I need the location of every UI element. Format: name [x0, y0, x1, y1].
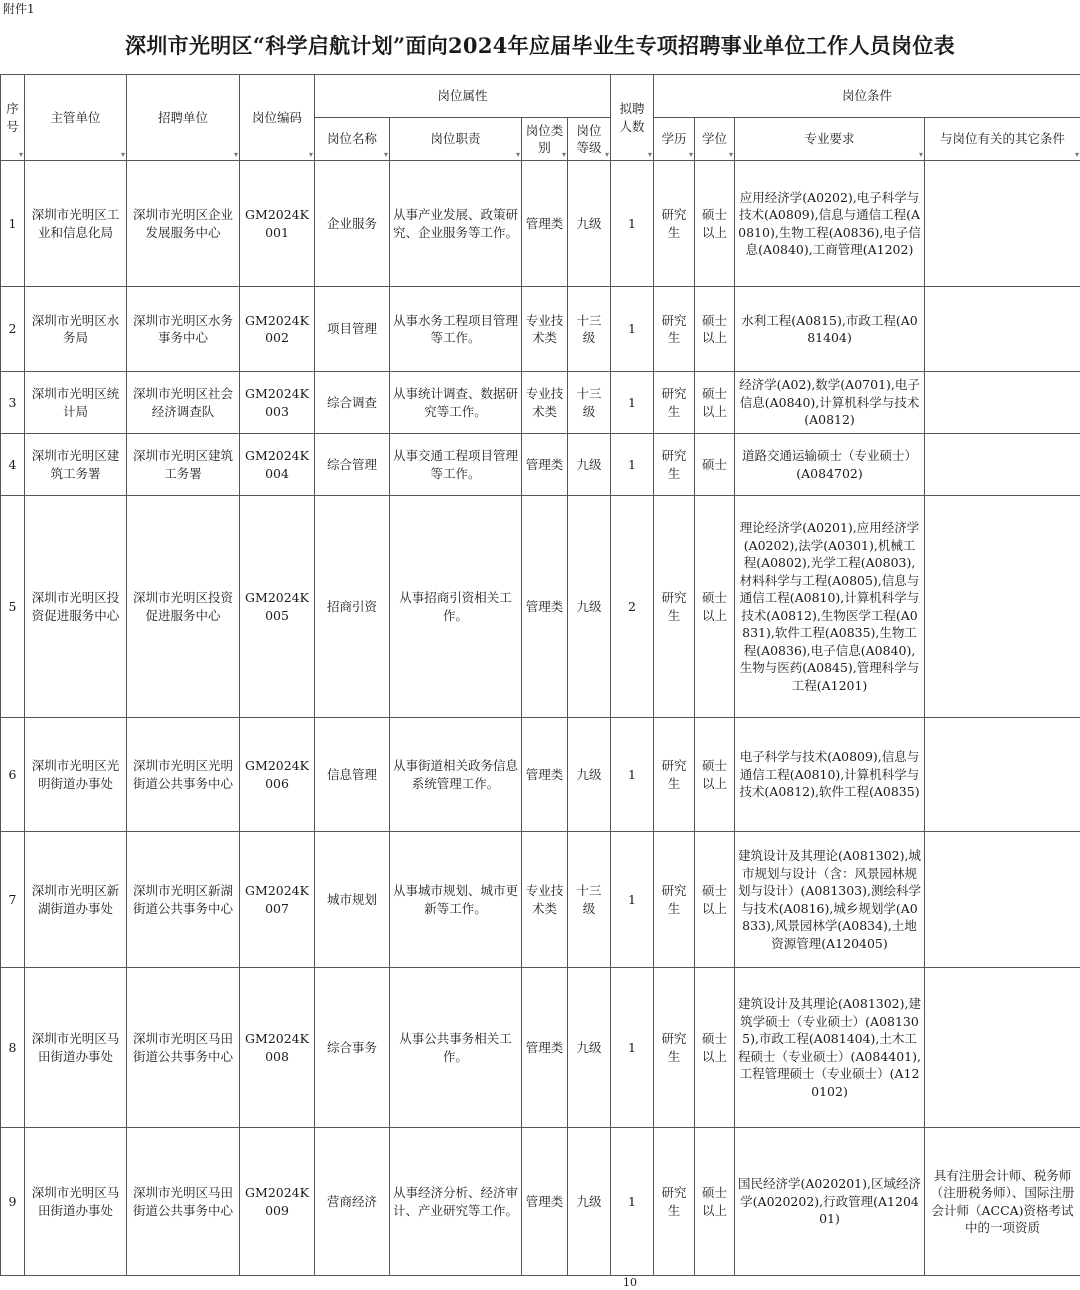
- cell-category: 管理类: [522, 161, 568, 287]
- cell-dept: 深圳市光明区统计局: [25, 372, 127, 434]
- filter-dropdown-icon[interactable]: ▾: [689, 150, 694, 159]
- cell-education: 研究生: [654, 434, 695, 496]
- cell-degree: 硕士以上: [695, 161, 735, 287]
- cell-duty: 从事水务工程项目管理等工作。: [390, 287, 522, 372]
- cell-major: 电子科学与技术(A0809),信息与通信工程(A0810),计算机科学与技术(A0812),软件工程(A0835): [735, 718, 925, 832]
- cell-degree: 硕士以上: [695, 1128, 735, 1276]
- cell-grade: 九级: [568, 161, 611, 287]
- cell-pos-name: 项目管理: [315, 287, 390, 372]
- cell-education: 研究生: [654, 287, 695, 372]
- table-row: [1, 372, 1080, 434]
- header-category[interactable]: 岗位类别 ▾: [522, 118, 568, 161]
- cell-major: 建筑设计及其理论(A081302),城市规划与设计（含：风景园林规划与设计）(A081303),测绘科学与技术(A0816),城乡规划学(A0833),风景园林学(A0834),土地资源管理(A120405): [735, 832, 925, 968]
- table-row: [1, 496, 1080, 718]
- cell-code: GM2024K005: [240, 496, 315, 718]
- cell-seq: 6: [1, 718, 25, 832]
- cell-major: 经济学(A02),数学(A0701),电子信息(A0840),计算机科学与技术(A0812): [735, 372, 925, 434]
- cell-grade: 十三级: [568, 287, 611, 372]
- cell-major: 水利工程(A0815),市政工程(A081404): [735, 287, 925, 372]
- cell-major: 应用经济学(A0202),电子科学与技术(A0809),信息与通信工程(A0810),生物工程(A0836),电子信息(A0840),工商管理(A1202): [735, 161, 925, 287]
- cell-code: GM2024K001: [240, 161, 315, 287]
- filter-dropdown-icon[interactable]: ▾: [561, 150, 566, 159]
- cell-seq: 4: [1, 434, 25, 496]
- cell-degree: 硕士以上: [695, 372, 735, 434]
- cell-pos-name: 综合管理: [315, 434, 390, 496]
- cell-code: GM2024K006: [240, 718, 315, 832]
- cell-quota: 1: [611, 161, 654, 287]
- cell-dept: 深圳市光明区光明街道办事处: [25, 718, 127, 832]
- header-quota[interactable]: 拟聘人数 ▾: [611, 75, 654, 161]
- cell-other: [925, 832, 1080, 968]
- cell-duty: 从事街道相关政务信息系统管理工作。: [390, 718, 522, 832]
- cell-duty: 从事产业发展、政策研究、企业服务等工作。: [390, 161, 522, 287]
- cell-code: GM2024K004: [240, 434, 315, 496]
- cell-education: 研究生: [654, 1128, 695, 1276]
- cell-quota: 1: [611, 718, 654, 832]
- cell-unit: 深圳市光明区马田街道公共事务中心: [127, 968, 240, 1128]
- filter-dropdown-icon[interactable]: ▾: [729, 150, 734, 159]
- header-grade[interactable]: 岗位等级 ▾: [568, 118, 611, 161]
- cell-dept: 深圳市光明区水务局: [25, 287, 127, 372]
- cell-dept: 深圳市光明区马田街道办事处: [25, 1128, 127, 1276]
- cell-degree: 硕士以上: [695, 718, 735, 832]
- cell-duty: 从事经济分析、经济审计、产业研究等工作。: [390, 1128, 522, 1276]
- cell-grade: 九级: [568, 1128, 611, 1276]
- appendix-label: 附件1: [3, 2, 35, 16]
- cell-grade: 九级: [568, 718, 611, 832]
- cell-pos-name: 综合调查: [315, 372, 390, 434]
- cell-seq: 9: [1, 1128, 25, 1276]
- cell-education: 研究生: [654, 718, 695, 832]
- cell-category: 专业技术类: [522, 287, 568, 372]
- cell-pos-name: 综合事务: [315, 968, 390, 1128]
- cell-unit: 深圳市光明区社会经济调查队: [127, 372, 240, 434]
- positions-table: [0, 74, 1080, 1276]
- cell-education: 研究生: [654, 161, 695, 287]
- page-title: 深圳市光明区“科学启航计划”面向2024年应届毕业生专项招聘事业单位工作人员岗位表: [125, 33, 955, 58]
- table-row: [1, 434, 1080, 496]
- cell-duty: 从事招商引资相关工作。: [390, 496, 522, 718]
- filter-dropdown-icon[interactable]: ▾: [120, 150, 125, 159]
- cell-dept: 深圳市光明区工业和信息化局: [25, 161, 127, 287]
- filter-dropdown-icon[interactable]: ▾: [605, 150, 610, 159]
- cell-major: 建筑设计及其理论(A081302),建筑学硕士（专业硕士）(A081305),市政工程(A081404),土木工程硕士（专业硕士）(A084401),工程管理硕士（专业硕士）(A120102): [735, 968, 925, 1128]
- header-major[interactable]: 专业要求 ▾: [735, 118, 925, 161]
- cell-category: 专业技术类: [522, 372, 568, 434]
- table-row: [1, 287, 1080, 372]
- cell-unit: 深圳市光明区新湖街道公共事务中心: [127, 832, 240, 968]
- cell-education: 研究生: [654, 372, 695, 434]
- cell-degree: 硕士: [695, 434, 735, 496]
- cell-quota: 1: [611, 434, 654, 496]
- cell-degree: 硕士以上: [695, 287, 735, 372]
- cell-code: GM2024K009: [240, 1128, 315, 1276]
- cell-other: [925, 968, 1080, 1128]
- filter-dropdown-icon[interactable]: ▾: [233, 150, 238, 159]
- cell-code: GM2024K007: [240, 832, 315, 968]
- cell-seq: 8: [1, 968, 25, 1128]
- cell-degree: 硕士以上: [695, 496, 735, 718]
- filter-dropdown-icon[interactable]: ▾: [383, 150, 388, 159]
- cell-pos-name: 企业服务: [315, 161, 390, 287]
- cell-quota: 1: [611, 287, 654, 372]
- filter-dropdown-icon[interactable]: ▾: [515, 150, 520, 159]
- filter-dropdown-icon[interactable]: ▾: [648, 150, 653, 159]
- cell-grade: 十三级: [568, 832, 611, 968]
- cell-seq: 3: [1, 372, 25, 434]
- cell-category: 管理类: [522, 718, 568, 832]
- cell-category: 管理类: [522, 968, 568, 1128]
- table-row: [1, 161, 1080, 287]
- filter-dropdown-icon[interactable]: ▾: [308, 150, 313, 159]
- table-row: [1, 832, 1080, 968]
- cell-duty: 从事城市规划、城市更新等工作。: [390, 832, 522, 968]
- cell-unit: 深圳市光明区光明街道公共事务中心: [127, 718, 240, 832]
- cell-other: 具有注册会计师、税务师（注册税务师）、国际注册会计师（ACCA)资格考试中的一项资质: [925, 1128, 1080, 1276]
- cell-major: 道路交通运输硕士（专业硕士）(A084702): [735, 434, 925, 496]
- cell-category: 专业技术类: [522, 832, 568, 968]
- cell-seq: 2: [1, 287, 25, 372]
- cell-dept: 深圳市光明区投资促进服务中心: [25, 496, 127, 718]
- header-other[interactable]: 与岗位有关的其它条件 ▾: [925, 118, 1080, 161]
- cell-duty: 从事公共事务相关工作。: [390, 968, 522, 1128]
- cell-unit: 深圳市光明区投资促进服务中心: [127, 496, 240, 718]
- cell-other: [925, 287, 1080, 372]
- header-unit[interactable]: 招聘单位 ▾: [127, 75, 240, 161]
- cell-quota: 2: [611, 496, 654, 718]
- cell-dept: 深圳市光明区马田街道办事处: [25, 968, 127, 1128]
- header-education[interactable]: 学历 ▾: [654, 118, 695, 161]
- cell-grade: 九级: [568, 434, 611, 496]
- header-degree[interactable]: 学位 ▾: [695, 118, 735, 161]
- cell-other: [925, 372, 1080, 434]
- filter-dropdown-icon[interactable]: ▾: [18, 150, 23, 159]
- page-number: 10: [623, 1276, 637, 1289]
- cell-unit: 深圳市光明区马田街道公共事务中心: [127, 1128, 240, 1276]
- filter-dropdown-icon[interactable]: ▾: [919, 150, 924, 159]
- cell-pos-name: 营商经济: [315, 1128, 390, 1276]
- cell-code: GM2024K008: [240, 968, 315, 1128]
- cell-pos-name: 信息管理: [315, 718, 390, 832]
- header-dept[interactable]: 主管单位 ▾: [25, 75, 127, 161]
- cell-dept: 深圳市光明区新湖街道办事处: [25, 832, 127, 968]
- header-pos-name[interactable]: 岗位名称 ▾: [315, 118, 390, 161]
- cell-seq: 1: [1, 161, 25, 287]
- cell-other: [925, 496, 1080, 718]
- cell-unit: 深圳市光明区建筑工务署: [127, 434, 240, 496]
- cell-duty: 从事交通工程项目管理等工作。: [390, 434, 522, 496]
- filter-dropdown-icon[interactable]: ▾: [1075, 150, 1080, 159]
- cell-quota: 1: [611, 832, 654, 968]
- cell-code: GM2024K002: [240, 287, 315, 372]
- cell-major: 国民经济学(A020201),区域经济学(A020202),行政管理(A120401): [735, 1128, 925, 1276]
- cell-pos-name: 城市规划: [315, 832, 390, 968]
- cell-education: 研究生: [654, 968, 695, 1128]
- cell-seq: 7: [1, 832, 25, 968]
- table-row: [1, 718, 1080, 832]
- header-duty[interactable]: 岗位职责 ▾: [390, 118, 522, 161]
- cell-grade: 十三级: [568, 372, 611, 434]
- cell-unit: 深圳市光明区企业发展服务中心: [127, 161, 240, 287]
- cell-code: GM2024K003: [240, 372, 315, 434]
- header-seq[interactable]: 序号 ▾: [1, 75, 25, 161]
- cell-category: 管理类: [522, 434, 568, 496]
- cell-other: [925, 161, 1080, 287]
- cell-category: 管理类: [522, 496, 568, 718]
- cell-major: 理论经济学(A0201),应用经济学(A0202),法学(A0301),机械工程(A0802),光学工程(A0803),材料科学与工程(A0805),信息与通信工程(A0810),计算机科学与技术(A0812),生物医学工程(A0831),软件工程(A0835),生物工程(A0836),电子信息(A0840),生物与医药(A0845),管理科学与工程(A1201): [735, 496, 925, 718]
- header-cond-group: 岗位条件: [654, 75, 1080, 118]
- cell-dept: 深圳市光明区建筑工务署: [25, 434, 127, 496]
- table-row: [1, 1128, 1080, 1276]
- cell-grade: 九级: [568, 968, 611, 1128]
- cell-other: [925, 718, 1080, 832]
- cell-quota: 1: [611, 968, 654, 1128]
- cell-pos-name: 招商引资: [315, 496, 390, 718]
- cell-other: [925, 434, 1080, 496]
- cell-category: 管理类: [522, 1128, 568, 1276]
- header-code[interactable]: 岗位编码 ▾: [240, 75, 315, 161]
- table-row: [1, 968, 1080, 1128]
- cell-education: 研究生: [654, 496, 695, 718]
- cell-degree: 硕士以上: [695, 832, 735, 968]
- cell-education: 研究生: [654, 832, 695, 968]
- cell-unit: 深圳市光明区水务事务中心: [127, 287, 240, 372]
- cell-seq: 5: [1, 496, 25, 718]
- cell-degree: 硕士以上: [695, 968, 735, 1128]
- cell-quota: 1: [611, 372, 654, 434]
- cell-quota: 1: [611, 1128, 654, 1276]
- cell-grade: 九级: [568, 496, 611, 718]
- header-attr-group: 岗位属性: [315, 75, 611, 118]
- cell-duty: 从事统计调查、数据研究等工作。: [390, 372, 522, 434]
